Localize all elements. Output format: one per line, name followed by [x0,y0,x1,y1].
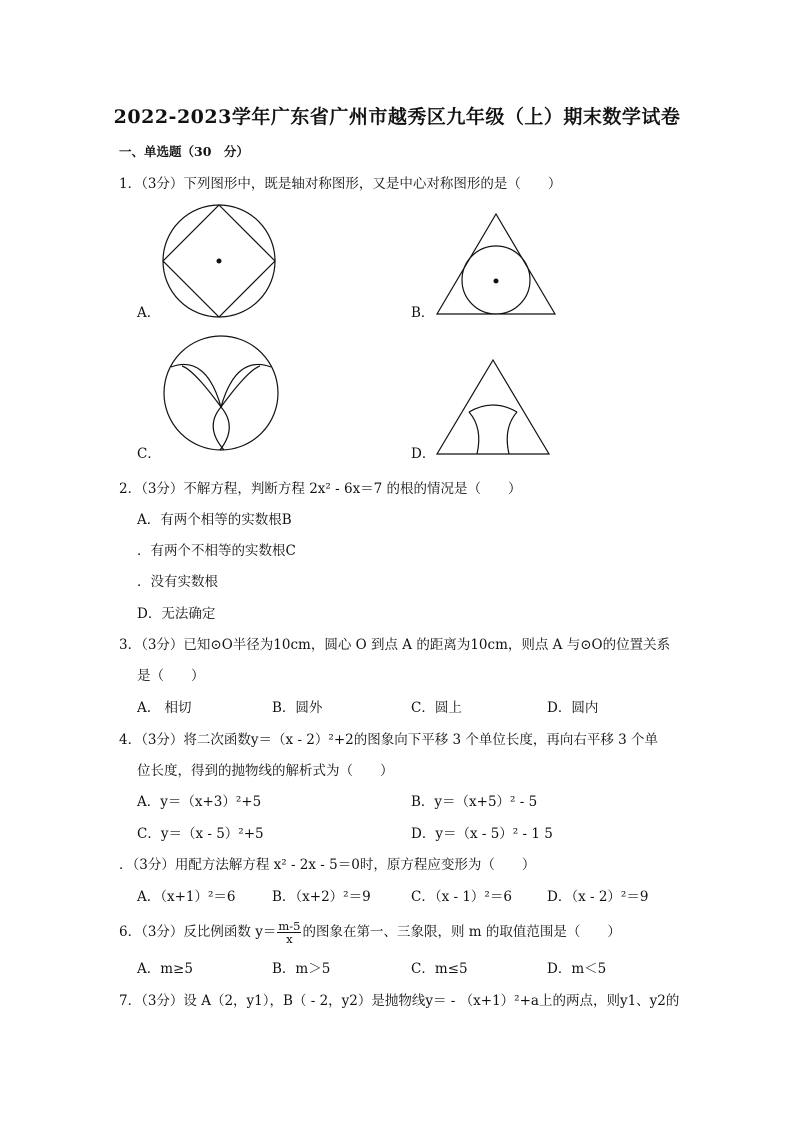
question-5-stem: ．（3分）用配方法解方程 x² - 2x - 5＝0时，原方程应变形为（ ） [119,857,536,873]
q3-option-d: D．圆内 [547,700,599,716]
q3-option-c: C．圆上 [411,700,462,716]
q3-option-a: A. 相切 [137,700,192,716]
q1-figure-b-triangle-circle [435,212,559,318]
q5-option-d: D．（x - 2）²＝9 [547,889,649,905]
q4-option-d: D．y＝（x - 5）² - 1 5 [411,826,553,842]
q5-option-b: B．（x+2）²＝9 [272,889,371,905]
q4-option-b: B．y＝（x+5）² - 5 [411,794,538,810]
q2-line-1: A．有两个相等的实数根B [137,512,292,528]
question-1-stem: 1．（3分）下列图形中，既是轴对称图形，又是中心对称图形的是（ ） [119,176,562,192]
question-7-stem: 7．（3分）设 A（2，y1），B（ - 2，y2）是抛物线y＝ - （x+1）²+a上的两点，则y1、y2的 [119,993,680,1009]
q1-figure-c-circle-arcs [160,332,282,454]
q1-figure-d-triangle-arcs [435,358,551,458]
q6-fraction-numerator: m-5 [278,919,301,933]
q6-fraction [277,920,301,945]
q1-option-d-label: D． [411,446,436,462]
q6-fraction-denominator: x [286,932,293,946]
q1-option-c-label: C． [137,446,161,462]
question-6-stem [119,920,621,945]
q2-line-4: D．无法确定 [137,606,216,622]
q6-option-b: B．m＞5 [272,961,331,977]
q3-option-b: B．圆外 [272,700,323,716]
q6-option-a: A．m≥5 [137,961,193,977]
q5-option-a: A．（x+1）²＝6 [137,889,236,905]
question-3-stem-line1: 3．（3分）已知⊙O半径为10cm，圆心 O 到点 A 的距离为10cm，则点 A 与⊙O的位置关系 [119,637,671,653]
question-2-stem: 2．（3分）不解方程，判断方程 2x² - 6x＝7 的根的情况是（ ） [119,481,522,497]
q4-option-a: A．y＝（x+3）²+5 [137,794,262,810]
q6-option-c: C．m≤5 [411,961,468,977]
q6-stem-post: 的图象在第一、三象限，则 m 的取值范围是（ ） [302,924,621,940]
q6-stem-pre: 6．（3分）反比例函数 y＝ [119,924,277,940]
question-3-stem-line2: 是（ ） [137,668,205,684]
q1-figure-a-circle-square [160,203,280,323]
q5-option-c: C．（x - 1）²＝6 [411,889,512,905]
section-heading: 一、单选题（30 分） [119,144,249,159]
exam-title: 2022-2023学年广东省广州市越秀区九年级（上）期末数学试卷 [113,106,681,128]
q1-option-b-label: B． [411,305,435,321]
q1-option-a-label: A． [137,305,161,321]
q2-line-2: ．有两个不相等的实数根C [137,543,296,559]
q4-option-c: C．y＝（x - 5）²+5 [137,826,264,842]
q2-line-3: ．没有实数根 [137,574,218,590]
question-4-stem-line2: 位长度，得到的抛物线的解析式为（ ） [137,763,394,779]
q6-option-d: D．m＜5 [547,961,607,977]
question-4-stem-line1: 4．（3分）将二次函数y＝（x - 2）²+2的图象向下平移 3 个单位长度，再向右平移 3 个单 [119,732,659,748]
